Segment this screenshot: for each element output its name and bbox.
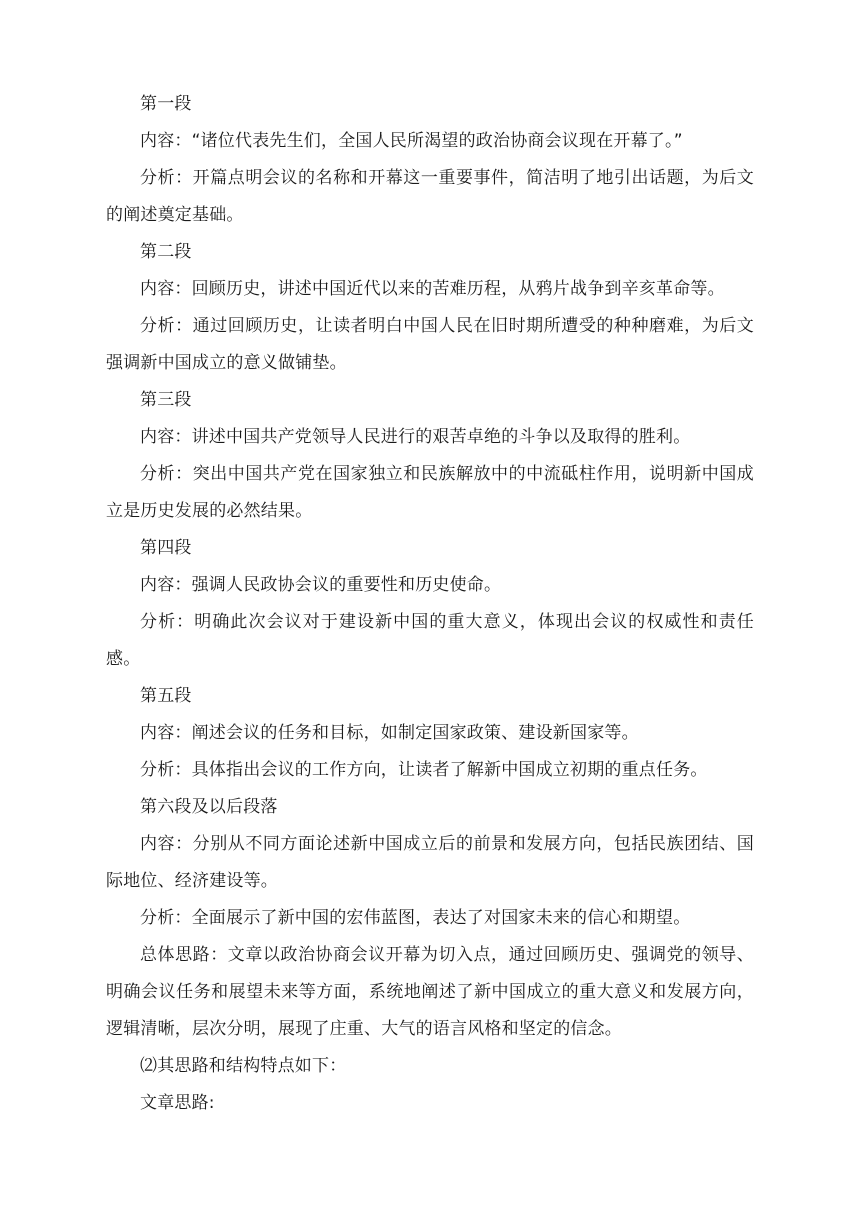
heading-paragraph-4: 第四段: [140, 538, 192, 558]
heading-paragraph-6: 第六段及以后段落: [140, 797, 278, 817]
heading-paragraph-5: 第五段: [140, 686, 192, 706]
content-paragraph-2: 内容：回顾历史，讲述中国近代以来的苦难历程，从鸦片战争到辛亥革命等。: [140, 279, 725, 299]
analysis-paragraph-5: 分析：具体指出会议的工作方向，让读者了解新中国成立初期的重点任务。: [140, 760, 708, 780]
analysis-paragraph-2: 分析：通过回顾历史，让读者明白中国人民在旧时期所遭受的种种磨难，为后文强调新中国成立的意义做铺垫。: [106, 316, 754, 373]
analysis-paragraph-1: 分析：开篇点明会议的名称和开幕这一重要事件，简洁明了地引出话题，为后文的阐述奠定基础。: [106, 168, 754, 225]
analysis-paragraph-3: 分析：突出中国共产党在国家独立和民族解放中的中流砥柱作用，说明新中国成立是历史发展的必然结果。: [106, 464, 754, 521]
content-paragraph-6: 内容：分别从不同方面论述新中国成立后的前景和发展方向，包括民族团结、国际地位、经济建设等。: [106, 834, 754, 891]
content-paragraph-5: 内容：阐述会议的任务和目标，如制定国家政策、建设新国家等。: [140, 723, 639, 743]
content-paragraph-4: 内容：强调人民政协会议的重要性和历史使命。: [140, 575, 502, 595]
content-paragraph-3: 内容：讲述中国共产党领导人民进行的艰苦卓绝的斗争以及取得的胜利。: [140, 427, 691, 447]
heading-paragraph-3: 第三段: [140, 390, 192, 410]
structure-intro-paragraph: ⑵其思路和结构特点如下：: [140, 1056, 347, 1076]
analysis-paragraph-6: 分析：全面展示了新中国的宏伟蓝图，表达了对国家未来的信心和期望。: [140, 908, 691, 928]
content-paragraph-1: 内容：“诸位代表先生们，全国人民所渴望的政治协商会议现在开幕了。”: [140, 131, 683, 151]
analysis-paragraph-4: 分析：明确此次会议对于建设新中国的重大意义，体现出会议的权威性和责任感。: [106, 612, 754, 669]
article-approach-label: 文章思路:: [140, 1093, 215, 1113]
document-body: [106, 86, 754, 1122]
heading-paragraph-1: 第一段: [140, 94, 192, 114]
heading-paragraph-2: 第二段: [140, 242, 192, 262]
overall-approach-paragraph: 总体思路：文章以政治协商会议开幕为切入点，通过回顾历史、强调党的领导、明确会议任务和展望未来等方面，系统地阐述了新中国成立的重大意义和发展方向，逻辑清晰，层次分明，展现了庄重、大气的语言风格和坚定的信念。: [106, 945, 754, 1039]
